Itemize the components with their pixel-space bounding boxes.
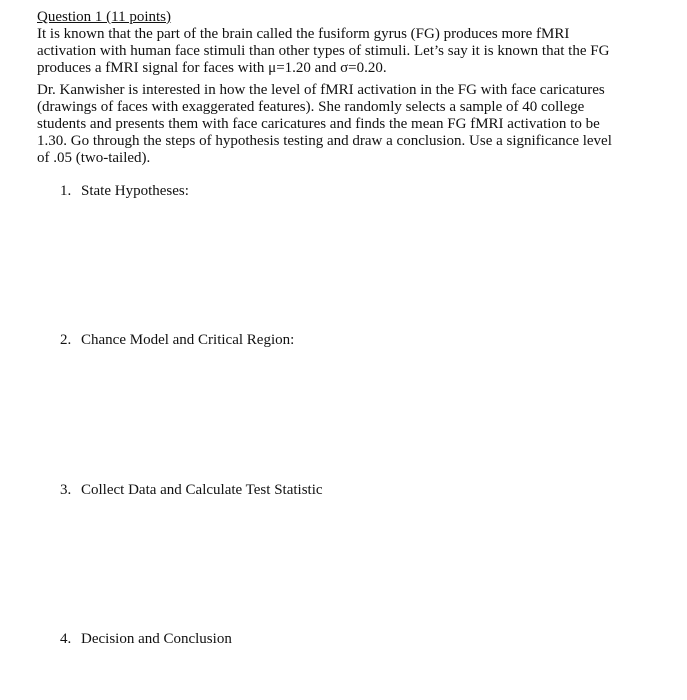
step-number: 4.	[60, 631, 72, 647]
step-state-hypotheses	[60, 183, 189, 200]
step-label: Chance Model and Critical Region:	[81, 332, 295, 348]
step-label: Collect Data and Calculate Test Statistic	[81, 482, 323, 498]
scenario-line: (drawings of faces with exaggerated features). She randomly selects a sample of 40 college	[37, 99, 585, 115]
intro-line: activation with human face stimuli than other types of stimuli. Let’s say it is known that the FG	[37, 43, 610, 59]
step-number: 1.	[60, 183, 72, 199]
step-test-statistic	[60, 482, 323, 499]
question-title: Question 1 (11 points)	[37, 9, 172, 25]
step-number: 2.	[60, 332, 72, 348]
step-number: 3.	[60, 482, 72, 498]
scenario-line: Dr. Kanwisher is interested in how the level of fMRI activation in the FG with face caricatures	[37, 82, 605, 98]
step-decision-conclusion	[60, 631, 232, 648]
step-label: State Hypotheses:	[81, 183, 189, 199]
step-chance-model	[60, 332, 294, 349]
intro-line: produces a fMRI signal for faces with μ=1.20 and σ=0.20.	[37, 60, 387, 76]
scenario-paragraph	[37, 82, 627, 167]
intro-paragraph	[37, 26, 627, 77]
scenario-line: students and presents them with face caricatures and finds the mean FG fMRI activation to be	[37, 116, 600, 132]
scenario-line: of .05 (two-tailed).	[37, 150, 151, 166]
scenario-line: 1.30. Go through the steps of hypothesis testing and draw a conclusion. Use a significance level	[37, 133, 612, 149]
step-label: Decision and Conclusion	[81, 631, 232, 647]
intro-line: It is known that the part of the brain called the fusiform gyrus (FG) produces more fMRI	[37, 26, 570, 42]
